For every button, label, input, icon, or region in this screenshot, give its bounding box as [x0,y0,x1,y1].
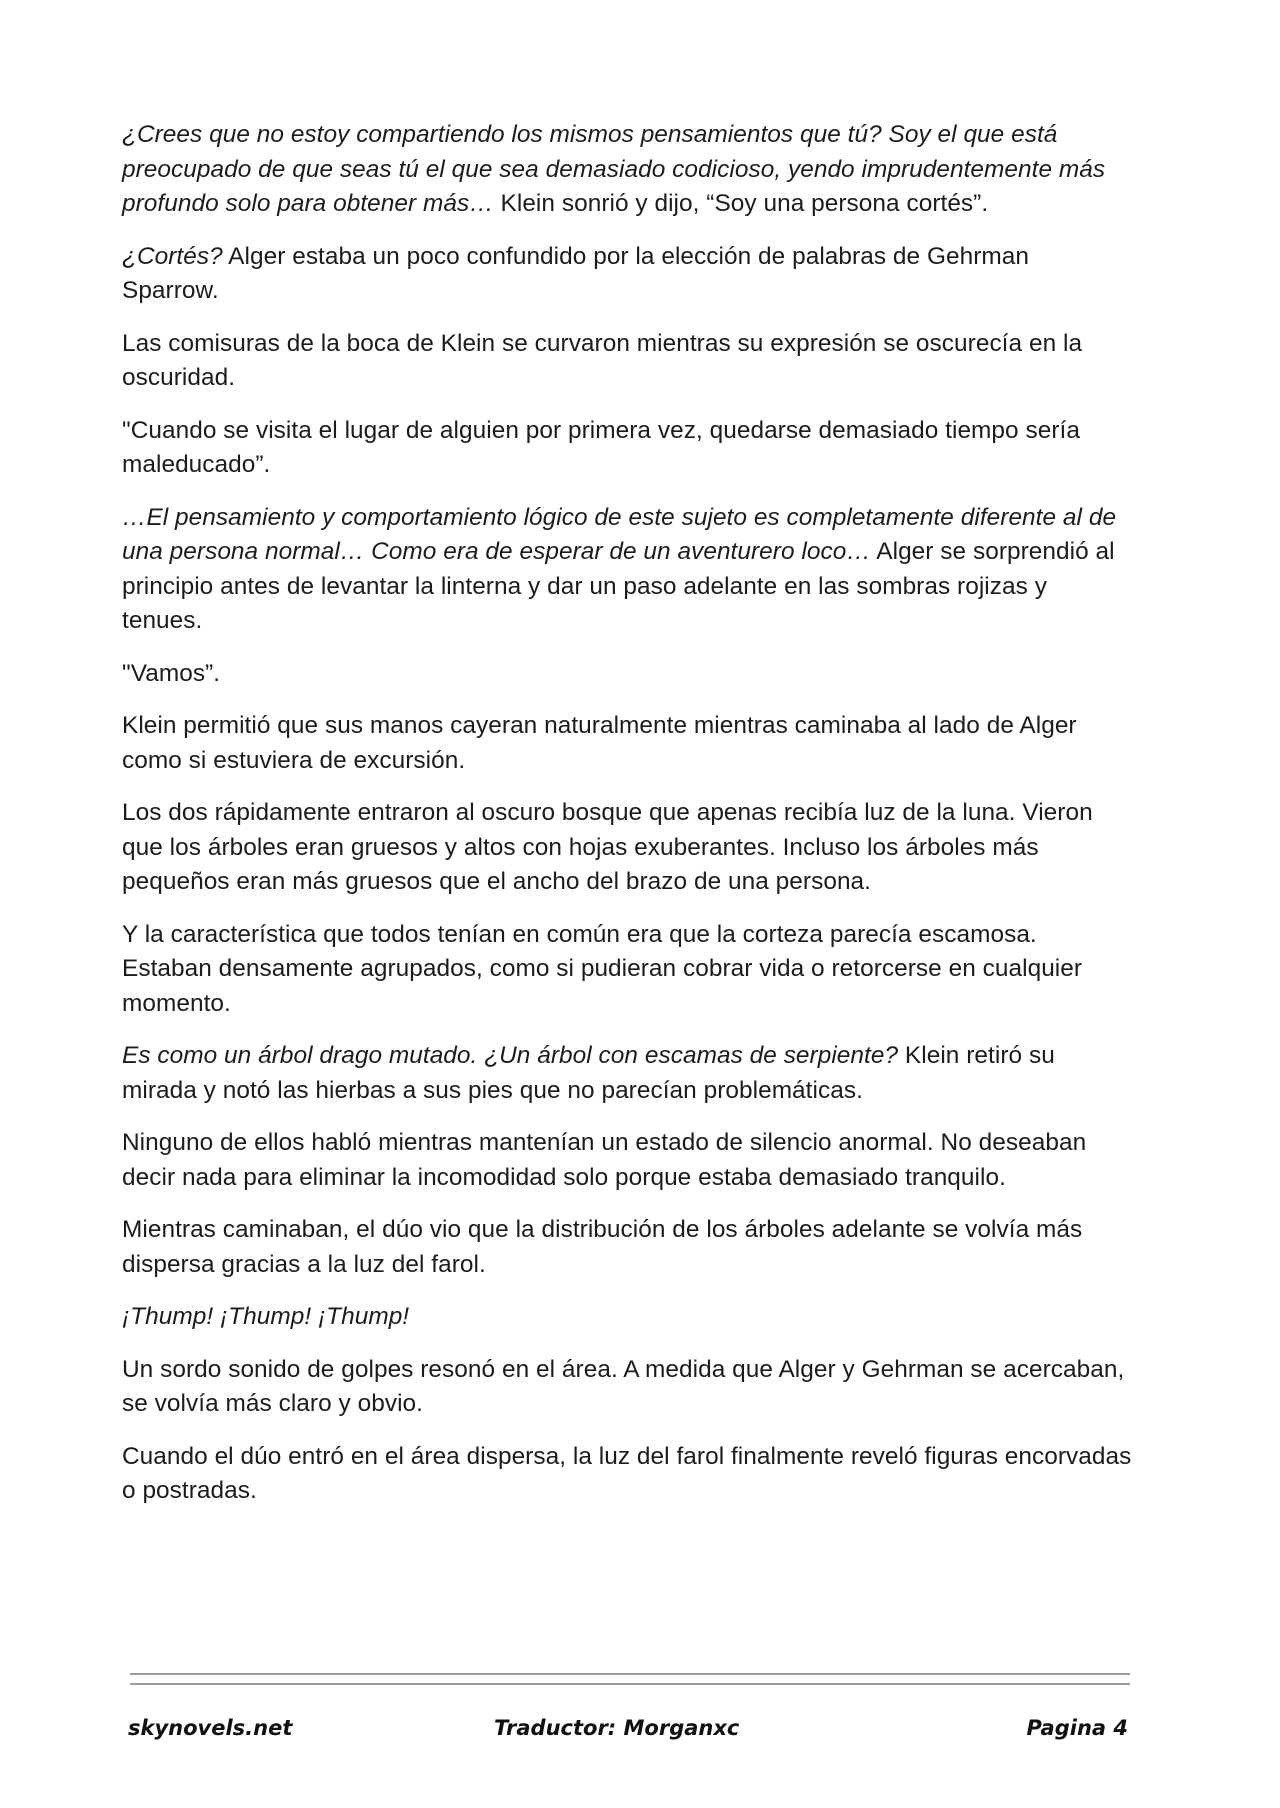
footer-divider-top [130,1673,1130,1675]
text-segment: Klein sonrió y dijo, “Soy una persona cortés”. [493,190,989,217]
text-segment: "Cuando se visita el lugar de alguien por primera vez, quedarse demasiado tiempo sería maleducado”. [122,416,1080,478]
paragraph [122,1353,1132,1422]
footer-divider-bottom [130,1683,1130,1685]
paragraph [122,796,1132,900]
italic-text-segment: Es como un árbol drago mutado. ¿Un árbol con escamas de serpiente? [122,1042,899,1069]
paragraph [122,414,1132,483]
paragraph [122,1300,1132,1335]
page-footer [128,1716,1128,1756]
text-segment: Las comisuras de la boca de Klein se curvaron mientras su expresión se oscurecía en la oscuridad. [122,329,1083,391]
paragraph [122,1213,1132,1282]
paragraph [122,657,1132,692]
text-segment: "Vamos”. [122,659,221,687]
italic-text-segment: …El pensamiento y comportamiento lógico de este sujeto es completamente diferente al de una persona normal… Como era de esperar de un aventurero loco… [122,503,1117,565]
italic-text-segment: ¡Thump! ¡Thump! ¡Thump! [122,1303,410,1330]
paragraph [122,240,1132,309]
paragraph [122,327,1132,396]
paragraph [122,709,1132,778]
paragraph [122,501,1132,639]
text-segment: Mientras caminaban, el dúo vio que la distribución de los árboles adelante se volvía más dispersa gracias a la luz del farol. [122,1216,1083,1278]
text-segment: Klein permitió que sus manos cayeran naturalmente mientras caminaba al lado de Alger como si estuviera de excursión. [122,712,1077,774]
text-segment: Cuando el dúo entró en el área dispersa, la luz del farol finalmente reveló figuras encorvadas o postradas. [122,1442,1132,1504]
paragraph [122,918,1132,1022]
text-segment: Los dos rápidamente entraron al oscuro bosque que apenas recibía luz de la luna. Vieron que los árboles eran gruesos y altos con hojas exuberantes. Incluso los árboles más pequeños eran más gruesos que el ancho del brazo de una persona. [122,799,1093,895]
footer-translator-credit: Traductor: Morganxc [494,1716,740,1740]
text-segment: Alger se sorprendió al principio antes de levantar la linterna y dar un paso adelante en las sombras rojizas y tenues. [122,538,1115,634]
footer-page-number: Pagina 4 [1026,1716,1128,1740]
paragraph [122,1126,1132,1195]
document-body [122,118,1132,1527]
paragraph [122,1440,1132,1509]
italic-text-segment: ¿Crees que no estoy compartiendo los mismos pensamientos que tú? Soy el que está preocupado de que seas tú el que sea demasiado codicioso, yendo imprudentemente más profundo solo para obtener más… [122,121,1106,217]
paragraph [122,118,1132,222]
text-segment: Ninguno de ellos habló mientras mantenían un estado de silencio anormal. No deseaban decir nada para eliminar la incomodidad solo porque estaba demasiado tranquilo. [122,1129,1087,1191]
paragraph [122,1039,1132,1108]
text-segment: Y la característica que todos tenían en común era que la corteza parecía escamosa. Estaban densamente agrupados, como si pudieran cobrar vida o retorcerse en cualquier momento. [122,920,1083,1017]
italic-text-segment: ¿Cortés? [122,242,223,270]
text-segment: Alger estaba un poco confundido por la elección de palabras de Gehrman Sparrow. [122,242,1029,304]
text-segment: Klein retiró su mirada y notó las hierbas a sus pies que no parecían problemáticas. [122,1042,1055,1104]
text-segment: Un sordo sonido de golpes resonó en el área. A medida que Alger y Gehrman se acercaban, se volvía más claro y obvio. [122,1355,1125,1417]
footer-site-name: skynovels.net [128,1716,293,1740]
